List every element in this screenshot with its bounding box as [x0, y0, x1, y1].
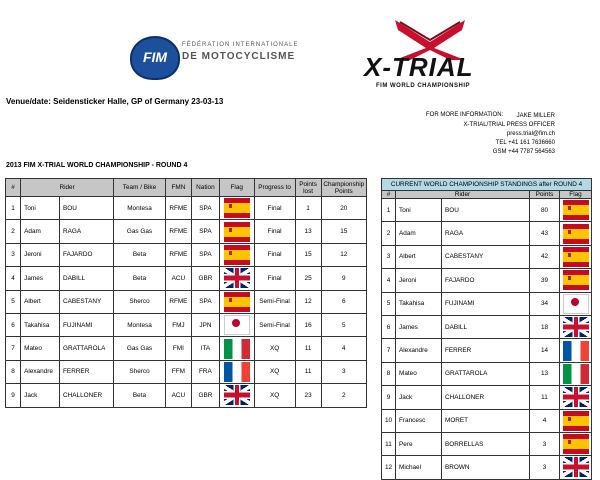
standings-row — [382, 245, 592, 268]
result-champ-points: 12 — [321, 243, 366, 266]
standing-flag — [560, 362, 592, 385]
fim-logo — [130, 32, 310, 82]
results-row — [6, 197, 367, 220]
jpn-flag-icon — [224, 315, 250, 335]
result-pos: 6 — [6, 313, 21, 336]
result-first-name: Albert — [21, 290, 60, 313]
result-progress: XQ — [254, 360, 295, 383]
col-header-pos: # — [6, 179, 21, 197]
standing-flag — [560, 292, 592, 315]
standing-last-name: CHALLONER — [442, 386, 530, 409]
spa-flag-icon — [224, 292, 250, 312]
standing-pos: 3 — [382, 245, 396, 268]
standings-row — [382, 432, 592, 455]
standing-first-name: Michael — [396, 456, 442, 479]
standing-points: 80 — [530, 199, 560, 222]
standing-pos: 2 — [382, 222, 396, 245]
result-pos: 8 — [6, 360, 21, 383]
standing-first-name: James — [396, 315, 442, 338]
result-pos: 7 — [6, 337, 21, 360]
col-header-champ-points: Championship Points — [321, 179, 366, 197]
result-team: Gas Gas — [114, 337, 166, 360]
standing-first-name: Takahisa — [396, 292, 442, 315]
result-first-name: Jack — [21, 384, 60, 407]
standing-flag — [560, 222, 592, 245]
fim-badge-icon — [130, 36, 180, 80]
round-title: 2013 FIM X-TRIAL WORLD CHAMPIONSHIP - ROUND 4 — [6, 162, 188, 169]
standings-row — [382, 199, 592, 222]
result-first-name: Mateo — [21, 337, 60, 360]
result-progress: Final — [254, 243, 295, 266]
standings-row — [382, 386, 592, 409]
result-nation: JPN — [191, 313, 219, 336]
result-progress: XQ — [254, 384, 295, 407]
result-last-name: FAJARDO — [60, 243, 114, 266]
col-header-points-lost: Points lost — [295, 179, 321, 197]
spa-flag-icon — [224, 198, 250, 218]
col-header-fmn: FMN — [165, 179, 191, 197]
col-header-flag: Flag — [219, 179, 254, 197]
col-header-team: Team / Bike — [114, 179, 166, 197]
result-pos: 2 — [6, 220, 21, 243]
standing-flag — [560, 199, 592, 222]
results-row — [6, 267, 367, 290]
spa-flag-icon — [563, 247, 589, 267]
xtrial-logo — [350, 20, 500, 95]
contact-block — [464, 112, 555, 157]
result-points-lost: 25 — [295, 267, 321, 290]
result-flag — [219, 243, 254, 266]
result-flag — [219, 337, 254, 360]
result-progress: Final — [254, 197, 295, 220]
result-progress: XQ — [254, 337, 295, 360]
result-progress: Final — [254, 267, 295, 290]
result-fmn: RFME — [165, 197, 191, 220]
standings-row — [382, 222, 592, 245]
result-fmn: ACU — [165, 384, 191, 407]
result-nation: FRA — [191, 360, 219, 383]
result-team: Beta — [114, 384, 166, 407]
standing-last-name: BROWN — [442, 456, 530, 479]
gbr-flag-icon — [224, 385, 250, 405]
spa-flag-icon — [563, 434, 589, 454]
ita-flag-icon — [224, 339, 250, 359]
result-last-name: BOU — [60, 197, 114, 220]
standings-title: CURRENT WORLD CHAMPIONSHIP STANDINGS after ROUND 4 — [382, 179, 592, 191]
result-first-name: Takahisa — [21, 313, 60, 336]
result-champ-points: 15 — [321, 220, 366, 243]
standing-first-name: Adam — [396, 222, 442, 245]
std-col-header-flag: Flag — [560, 191, 592, 199]
result-team: Gas Gas — [114, 220, 166, 243]
standing-points: 39 — [530, 269, 560, 292]
result-champ-points: 5 — [321, 313, 366, 336]
standing-first-name: Toni — [396, 199, 442, 222]
standing-pos: 4 — [382, 269, 396, 292]
result-flag — [219, 220, 254, 243]
result-progress: Final — [254, 220, 295, 243]
spa-flag-icon — [224, 245, 250, 265]
standing-first-name: Albert — [396, 245, 442, 268]
info-label: FOR MORE INFORMATION: — [426, 112, 504, 118]
result-last-name: CABESTANY — [60, 290, 114, 313]
result-fmn: ACU — [165, 267, 191, 290]
standing-first-name: Pere — [396, 432, 442, 455]
gbr-flag-icon — [563, 317, 589, 337]
result-team: Sherco — [114, 360, 166, 383]
result-last-name: GRATTAROLA — [60, 337, 114, 360]
result-fmn: FFM — [165, 360, 191, 383]
standing-flag — [560, 386, 592, 409]
standing-last-name: FAJARDO — [442, 269, 530, 292]
std-col-header-rider: Rider — [396, 191, 530, 199]
standings-row — [382, 456, 592, 479]
gbr-flag-icon — [563, 387, 589, 407]
standing-first-name: Alexandre — [396, 339, 442, 362]
standing-last-name: GRATTAROLA — [442, 362, 530, 385]
result-flag — [219, 290, 254, 313]
standing-pos: 8 — [382, 362, 396, 385]
fim-badge-text: FIM — [142, 49, 168, 65]
result-fmn: FMI — [165, 337, 191, 360]
xtrial-subtitle: FIM WORLD CHAMPIONSHIP — [376, 83, 470, 89]
result-flag — [219, 267, 254, 290]
result-fmn: RFME — [165, 290, 191, 313]
standing-pos: 1 — [382, 199, 396, 222]
result-pos: 4 — [6, 267, 21, 290]
standing-flag — [560, 269, 592, 292]
result-first-name: Adam — [21, 220, 60, 243]
standing-flag — [560, 339, 592, 362]
fim-name-line2: DE MOTOCYCLISME — [182, 51, 296, 62]
result-points-lost: 13 — [295, 220, 321, 243]
standing-pos: 7 — [382, 339, 396, 362]
standing-points: 4 — [530, 409, 560, 432]
col-header-rider: Rider — [21, 179, 114, 197]
result-last-name: DABILL — [60, 267, 114, 290]
standing-first-name: Mateo — [396, 362, 442, 385]
spa-flag-icon — [563, 270, 589, 290]
result-first-name: Alexandre — [21, 360, 60, 383]
result-champ-points: 4 — [321, 337, 366, 360]
standing-pos: 11 — [382, 432, 396, 455]
standing-pos: 9 — [382, 386, 396, 409]
result-flag — [219, 360, 254, 383]
results-row — [6, 313, 367, 336]
spa-flag-icon — [563, 224, 589, 244]
std-col-header-pos: # — [382, 191, 396, 199]
standing-pos: 6 — [382, 315, 396, 338]
standings-row — [382, 269, 592, 292]
spa-flag-icon — [563, 200, 589, 220]
result-last-name: FUJINAMI — [60, 313, 114, 336]
result-team: Sherco — [114, 290, 166, 313]
standings-row — [382, 292, 592, 315]
result-points-lost: 11 — [295, 360, 321, 383]
standing-points: 43 — [530, 222, 560, 245]
std-col-header-points: Points — [530, 191, 560, 199]
standings-title-row — [382, 179, 592, 191]
result-team: Montesa — [114, 197, 166, 220]
fra-flag-icon — [224, 362, 250, 382]
standing-flag — [560, 245, 592, 268]
contact-tel: TEL +41 161 7636660 — [495, 140, 555, 146]
contact-role: X-TRIAL/TRIAL PRESS OFFICER — [463, 122, 555, 128]
results-row — [6, 290, 367, 313]
standing-first-name: Jeroni — [396, 269, 442, 292]
results-row — [6, 243, 367, 266]
standing-flag — [560, 409, 592, 432]
result-flag — [219, 197, 254, 220]
standing-flag — [560, 315, 592, 338]
contact-email: press.trial@fim.ch — [506, 131, 555, 137]
result-nation: SPA — [191, 243, 219, 266]
result-first-name: Toni — [21, 197, 60, 220]
standing-last-name: DABILL — [442, 315, 530, 338]
result-nation: GBR — [191, 384, 219, 407]
standing-pos: 5 — [382, 292, 396, 315]
col-header-progress: Progress to — [254, 179, 295, 197]
result-flag — [219, 313, 254, 336]
standing-last-name: RAGA — [442, 222, 530, 245]
result-team: Montesa — [114, 313, 166, 336]
contact-gsm: GSM +44 7787 564563 — [492, 149, 555, 155]
standing-pos: 10 — [382, 409, 396, 432]
standing-last-name: BORRELLAS — [442, 432, 530, 455]
result-champ-points: 9 — [321, 267, 366, 290]
standing-last-name: FUJINAMI — [442, 292, 530, 315]
result-champ-points: 3 — [321, 360, 366, 383]
standings-row — [382, 362, 592, 385]
fra-flag-icon — [563, 341, 589, 361]
standings-header-row — [382, 191, 592, 199]
result-points-lost: 15 — [295, 243, 321, 266]
round-results-table — [5, 178, 367, 408]
standing-pos: 12 — [382, 456, 396, 479]
col-header-nation: Nation — [191, 179, 219, 197]
result-champ-points: 20 — [321, 197, 366, 220]
standing-points: 13 — [530, 362, 560, 385]
result-last-name: RAGA — [60, 220, 114, 243]
ita-flag-icon — [563, 364, 589, 384]
result-pos: 5 — [6, 290, 21, 313]
result-points-lost: 12 — [295, 290, 321, 313]
standing-flag — [560, 432, 592, 455]
result-nation: SPA — [191, 197, 219, 220]
result-nation: SPA — [191, 220, 219, 243]
standing-first-name: Francesc — [396, 409, 442, 432]
result-first-name: Jeroni — [21, 243, 60, 266]
result-pos: 1 — [6, 197, 21, 220]
result-points-lost: 23 — [295, 384, 321, 407]
standing-flag — [560, 456, 592, 479]
standings-row — [382, 315, 592, 338]
result-points-lost: 16 — [295, 313, 321, 336]
result-last-name: CHALLONER — [60, 384, 114, 407]
result-first-name: James — [21, 267, 60, 290]
standing-points: 14 — [530, 339, 560, 362]
result-fmn: RFME — [165, 243, 191, 266]
result-pos: 9 — [6, 384, 21, 407]
standing-points: 3 — [530, 456, 560, 479]
standing-last-name: MORET — [442, 409, 530, 432]
standing-points: 42 — [530, 245, 560, 268]
spa-flag-icon — [563, 411, 589, 431]
result-last-name: FERRER — [60, 360, 114, 383]
result-pos: 3 — [6, 243, 21, 266]
gbr-flag-icon — [224, 268, 250, 288]
standing-points: 18 — [530, 315, 560, 338]
result-team: Beta — [114, 243, 166, 266]
standing-points: 34 — [530, 292, 560, 315]
standing-points: 11 — [530, 386, 560, 409]
result-champ-points: 2 — [321, 384, 366, 407]
result-champ-points: 6 — [321, 290, 366, 313]
result-nation: SPA — [191, 290, 219, 313]
standing-last-name: CABESTANY — [442, 245, 530, 268]
standings-row — [382, 409, 592, 432]
results-row — [6, 220, 367, 243]
results-row — [6, 384, 367, 407]
result-fmn: FMJ — [165, 313, 191, 336]
result-nation: GBR — [191, 267, 219, 290]
standings-row — [382, 339, 592, 362]
results-row — [6, 337, 367, 360]
standing-last-name: FERRER — [442, 339, 530, 362]
standing-last-name: BOU — [442, 199, 530, 222]
xtrial-wordmark: X-TRIAL — [364, 52, 474, 82]
results-header-row — [6, 179, 367, 197]
jpn-flag-icon — [563, 294, 589, 314]
standing-first-name: Jack — [396, 386, 442, 409]
venue-date: Venue/date: Seidensticker Halle, GP of Germany 23-03-13 — [6, 97, 224, 106]
result-points-lost: 1 — [295, 197, 321, 220]
result-points-lost: 11 — [295, 337, 321, 360]
spa-flag-icon — [224, 222, 250, 242]
championship-standings-table — [381, 178, 592, 480]
contact-name: JAKE MILLER — [516, 113, 555, 119]
result-team: Beta — [114, 267, 166, 290]
result-progress: Semi-Final — [254, 313, 295, 336]
fim-name-line1: FÉDÉRATION INTERNATIONALE — [182, 42, 299, 48]
gbr-flag-icon — [563, 457, 589, 477]
result-flag — [219, 384, 254, 407]
results-row — [6, 360, 367, 383]
result-fmn: RFME — [165, 220, 191, 243]
result-nation: ITA — [191, 337, 219, 360]
standing-points: 3 — [530, 432, 560, 455]
result-progress: Semi-Final — [254, 290, 295, 313]
